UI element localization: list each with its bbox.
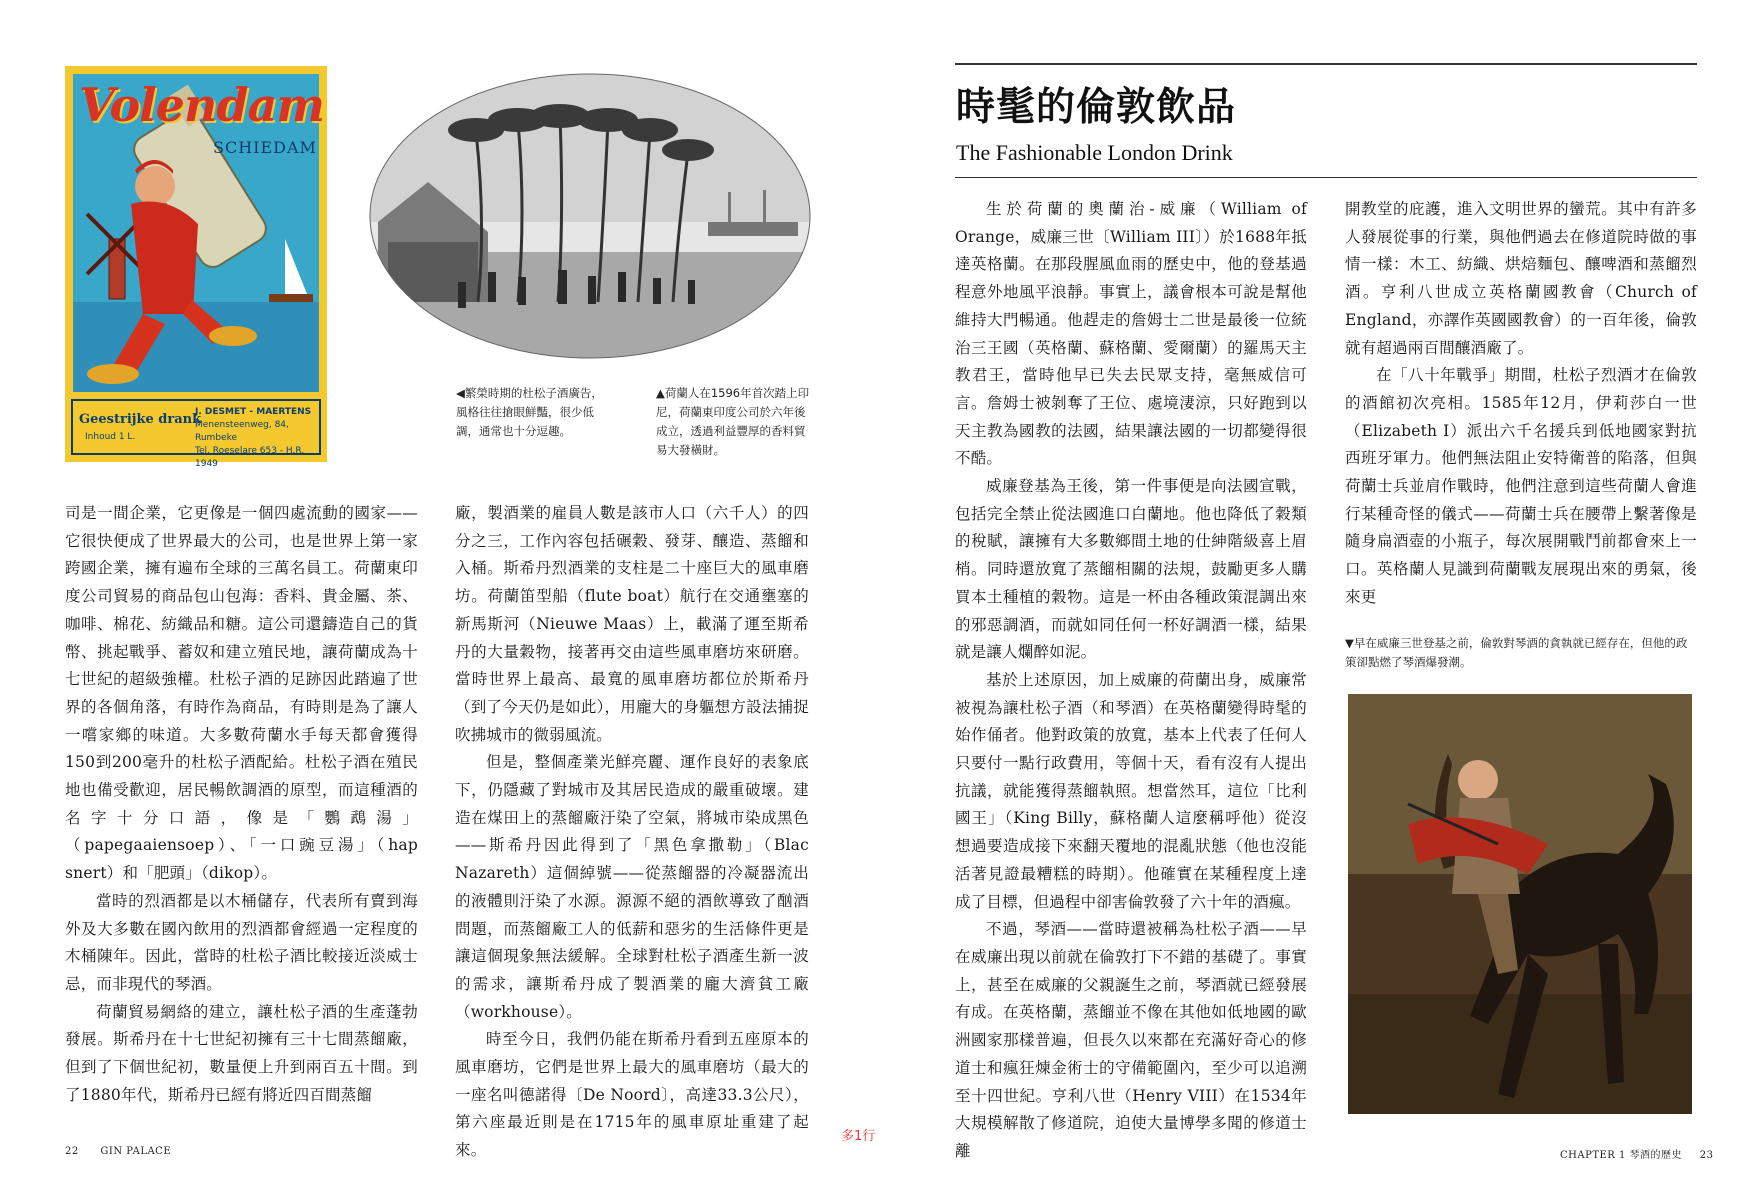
portrait-caption: ▼早在威廉三世登基之前，倫敦對琴酒的貪執就已經存在，但他的政策卻點燃了琴酒爆發潮。 [1345, 636, 1688, 669]
poster-contents: Inhoud 1 L. [85, 432, 136, 442]
right-page-column-2 [1345, 196, 1697, 612]
poster-maker: J. DESMET - MAERTENS [195, 407, 312, 417]
title-bottom-rule [955, 177, 1697, 178]
poster-caption: ◀繁榮時期的杜松子酒廣告，風格往往搶眼鮮豔，很少低調，通常也十分逗趣。 [456, 386, 603, 438]
page-number: 22 [65, 1146, 79, 1157]
paragraph: 司是一間企業，它更像是一個四處流動的國家——它很快便成了世界最大的公司，也是世界上第一家跨國企業，擁有遍布全球的三萬名員工。荷蘭東印度公司貿易的商品包山包海：香料、貴金屬、茶、咖啡、棉花、紡織品和糖。這公司還鑄造自己的貨幣、挑起戰爭、蓄奴和建立殖民地，讓荷蘭成為十七世紀的超級強權。杜松子酒的足跡因此踏遍了世界的各個角落，有時作為商品，有時則是為了讓人一嚐家鄉的味道。大多數荷蘭水手每天都會獲得150到200毫升的杜松子酒配給。杜松子酒在殖民地也備受歡迎，居民暢飲調酒的原型，而這種酒的名字十分口語，像是「鸚鵡湯」（papegaaiensoep）、「一口豌豆湯」（hap snert）和「肥頭」（dikop）。 [65, 504, 418, 883]
chapter-title: CHAPTER 1 琴酒的歷史 [1560, 1150, 1683, 1161]
paragraph: 不過，琴酒——當時還被稱為杜松子酒——早在威廉出現以前就在倫敦打下不錯的基礎了。事實上，甚至在威廉的父親誕生之前，琴酒就已經發展有成。在英格蘭，蒸餾並不像在其他如低地國的歐洲國家那樣普遍，但長久以來都在充滿好奇心的修道士和瘋狂煉金術士的守備範圍內，至少可以追溯至十四世紀。亨利八世（Henry VIII）在1534年大規模解散了修道院，迫使大量博學多聞的修道士離 [955, 920, 1307, 1160]
paragraph: 廠，製酒業的雇員人數是該市人口（六千人）的四分之三，工作內容包括碾穀、發芽、釀造、蒸餾和入桶。斯希丹烈酒業的支柱是二十座巨大的風車磨坊。荷蘭笛型船（flute boat）航行在交通壅塞的新馬斯河（Nieuwe Maas）上，載滿了運至斯希丹的大量穀物，接著再交由這些風車磨坊來研磨。當時世界上最高、最寬的風車磨坊都位於斯希丹（到了今天仍是如此），用龐大的身軀想方設法捕捉吹拂城市的微弱風流。 [455, 504, 809, 744]
paragraph: 在「八十年戰爭」期間，杜松子烈酒才在倫敦的酒館初次亮相。1585年12月，伊莉莎白一世（Elizabeth I）派出六千名援兵到低地國家對抗西班牙軍力。他們無法阻止安特衛普的陷落，但與荷蘭士兵並肩作戰時，他們注意到這些荷蘭人會進行某種奇怪的儀式——荷蘭士兵在腰帶上繫著像是隨身扁酒壺的小瓶子，每次展開戰鬥前都會來上一口。英格蘭人見識到荷蘭戰友展現出來的勇氣，後來更 [1345, 366, 1697, 606]
sailboat-icon [269, 239, 313, 302]
paragraph: 開教堂的庇護，進入文明世界的蠻荒。其中有許多人發展從事的行業，與他們過去在修道院時做的事情一樣：木工、紡織、烘焙麵包、釀啤酒和蒸餾烈酒。亨利八世成立英格蘭國教會（Church of England，亦譯作英國國教會）的一百年後，倫敦就有超過兩百間釀酒廠了。 [1345, 200, 1697, 357]
paragraph: 基於上述原因，加上威廉的荷蘭出身，威廉常被視為讓杜松子酒（和琴酒）在英格蘭變得時髦的始作俑者。他對政策的放寬，基本上代表了任何人只要付一點行政費用，等個十天，看有沒有人提出抗議，就能獲得蒸餾執照。想當然耳，這位「比利國王」（King Billy，蘇格蘭人這麼稱呼他）從沒想過要造成接下來翻天覆地的混亂狀態（他也沒能活著見證最糟糕的時期）。他確實在某種程度上達成了目標，但過程中卻害倫敦發了六十年的酒瘋。 [955, 670, 1307, 911]
left-page-column-1 [65, 500, 418, 1109]
paragraph: 生於荷蘭的奧蘭治-威廉（William of Orange，威廉三世〔William III〕）於1688年抵達英格蘭。在那段腥風血雨的歷史中，他的登基過程意外地風平浪靜。事實上，議會根本可說是幫他維持大門暢通。他趕走的詹姆士二世是最後一位統治三王國（英格蘭、蘇格蘭、愛爾蘭）的羅馬天主教君王，當時他早已失去民眾支持，毫無威信可言。詹姆士被剝奪了王位、處境淒涼，只好跑到以天主教為國教的法國，結果讓法國的一切都變得很不酷。 [955, 200, 1307, 468]
right-folio [1560, 1146, 1713, 1161]
poster-label-left: Geestrijke drank [79, 412, 202, 427]
right-page-column-1 [955, 196, 1307, 1166]
poster-phone: Tel. Roeselare 653 - H.R. 1949 [195, 446, 305, 469]
paragraph: 威廉登基為王後，第一件事便是向法國宣戰，包括完全禁止從法國進口白蘭地。他也降低了穀類的稅賦，讓擁有大多數鄉間土地的仕紳階級喜上眉梢。同時還放寬了蒸餾相關的法規，鼓勵更多人購買本土種植的穀物。這是一杯由各種政策混調出來的邪惡調酒，而就如同任何一杯好調酒一樣，結果就是讓人爛醉如泥。 [955, 477, 1307, 662]
page-subtitle: The Fashionable London Drink [956, 140, 1233, 165]
editor-mark: 多1行 [841, 1129, 876, 1144]
paragraph: 當時的烈酒都是以木桶儲存，代表所有賣到海外及大多數在國內飲用的烈酒都會經過一定程度的木桶陳年。因此，當時的杜松子酒比較接近淡威士忌，而非現代的琴酒。 [65, 891, 418, 993]
poster-label-right [195, 406, 327, 471]
left-page-column-2 [455, 500, 809, 1165]
book-title: GIN PALACE [100, 1146, 172, 1157]
poster-address: Menensteenweg, 84, Rumbeke [195, 420, 289, 443]
paragraph: 但是，整個產業光鮮亮麗、運作良好的表象底下，仍隱藏了對城市及其居民造成的嚴重破壞。建造在煤田上的蒸餾廠汙染了空氣，將城市染成黑色——斯希丹因此得到了「黑色拿撒勒」（Blac Nazareth）這個綽號——從蒸餾器的冷凝器流出的液體則汙染了水源。源源不絕的酒飲導致了酗酒問題，而蒸餾廠工人的低薪和惡劣的生活條件更是讓這個現象無法緩解。全球對杜松子酒產生新一波的需求，讓斯希丹成了製酒業的龐大濟貧工廠（workhouse）。 [455, 753, 809, 1021]
volendam-gin-poster [65, 66, 327, 469]
page-number: 23 [1699, 1150, 1714, 1161]
left-folio [65, 1146, 171, 1157]
paragraph: 時至今日，我們仍能在斯希丹看到五座原本的風車磨坊，它們是世界上最大的風車磨坊（最大的一座名叫德諾得〔De Noord〕，高達33.3公尺），第六座最近則是在1715年的風車原址重建了起來。 [455, 1030, 809, 1160]
paragraph: 荷蘭貿易網絡的建立，讓杜松子酒的生產蓬勃發展。斯希丹在十七世紀初擁有三十七間蒸餾廠，但到了下個世紀初，數量便上升到兩百五十間。到了1880年代，斯希丹已經有將近四百間蒸餾 [65, 1002, 418, 1104]
william-iii-portrait [1348, 694, 1692, 1114]
poster-city: SCHIEDAM [213, 138, 317, 157]
engraving-caption: ▲荷蘭人在1596年首次踏上印尼，荷蘭東印度公司於六年後成立，透過利益豐厚的香料貿易大發橫財。 [656, 386, 810, 457]
page-title: 時髦的倫敦飲品 [956, 84, 1237, 130]
poster-brand: Volendam [79, 78, 324, 132]
batavia-engraving [368, 72, 812, 360]
title-top-rule [955, 63, 1697, 65]
